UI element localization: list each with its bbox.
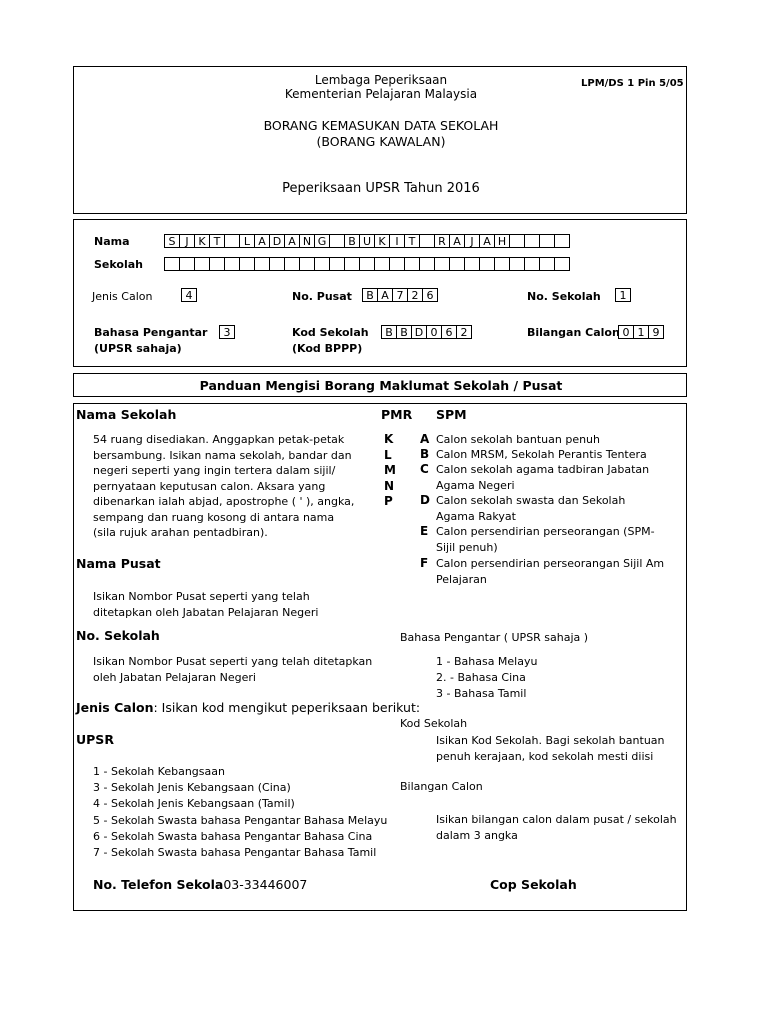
kod-sekolah-cell: 2 xyxy=(456,325,472,339)
nama-cell xyxy=(509,257,525,271)
nama-cell xyxy=(269,257,285,271)
kod-sekolah-heading: Kod Sekolah xyxy=(400,717,468,730)
pmr-code: M xyxy=(384,463,396,477)
telefon-label: No. Telefon Sekola xyxy=(93,877,224,892)
nama-cell xyxy=(389,257,405,271)
nama-cell xyxy=(239,257,255,271)
spm-description: Agama Rakyat xyxy=(436,509,516,523)
nama-cell xyxy=(284,257,300,271)
no-sekolah-cell: 1 xyxy=(615,288,631,302)
nama-cell: B xyxy=(344,234,360,248)
spm-code: E xyxy=(420,524,429,538)
org-line1: Lembaga Peperiksaan xyxy=(314,73,448,87)
nama-cell xyxy=(209,257,225,271)
upsr-item: 4 - Sekolah Jenis Kebangsaan (Tamil) xyxy=(93,797,295,811)
kod-sekolah-cell: 6 xyxy=(441,325,457,339)
no-sekolah-label: No. Sekolah xyxy=(527,290,601,303)
spm-heading: SPM xyxy=(436,407,467,422)
nama-cell xyxy=(359,257,375,271)
nama-cell xyxy=(224,257,240,271)
kod-sekolah-sub: (Kod BPPP) xyxy=(292,342,363,355)
nama-cell: S xyxy=(164,234,180,248)
upsr-item: 1 - Sekolah Kebangsaan xyxy=(93,765,225,778)
pmr-code: K xyxy=(384,432,394,446)
spm-description: Calon sekolah swasta dan Sekolah xyxy=(436,494,626,507)
form-subtitle: (BORANG KAWALAN) xyxy=(316,134,446,149)
kod-sekolah-cell: B xyxy=(396,325,412,339)
bahasa-cell: 3 xyxy=(219,325,235,339)
nama-cell: D xyxy=(269,234,285,248)
bilangan-cell: 0 xyxy=(618,325,634,339)
nama-cell: U xyxy=(359,234,375,248)
guide-title: Panduan Mengisi Borang Maklumat Sekolah / Pusat xyxy=(199,378,563,393)
spm-code: B xyxy=(420,447,430,461)
bilangan-label: Bilangan Calon xyxy=(527,326,620,339)
upsr-item: 7 - Sekolah Swasta bahasa Pengantar Bahasa Tamil xyxy=(93,846,377,859)
text-line: pernyataan keputusan calon. Aksara yang xyxy=(93,479,326,493)
form-box xyxy=(73,219,687,367)
nama-cell xyxy=(509,234,525,248)
spm-code: F xyxy=(420,556,429,570)
upsr-item: 5 - Sekolah Swasta bahasa Pengantar Bahasa Melayu xyxy=(93,813,388,827)
nama-cell xyxy=(554,257,570,271)
text-line: penuh kerajaan, kod sekolah mesti diisi xyxy=(436,749,654,763)
nama-cell xyxy=(164,257,180,271)
text-line: dalam 3 angka xyxy=(436,829,518,842)
spm-description: Calon persendirian perseorangan Sijil Am xyxy=(436,557,665,570)
nama-sekolah-row1[interactable] xyxy=(164,234,570,248)
nama-cell: T xyxy=(209,234,225,248)
no-sekolah-field[interactable] xyxy=(615,288,631,302)
spm-description: Calon sekolah bantuan penuh xyxy=(436,433,601,446)
text-line: Isikan Kod Sekolah. Bagi sekolah bantuan xyxy=(436,734,665,747)
no-pusat-label: No. Pusat xyxy=(292,290,352,303)
bahasa-sub: (UPSR sahaja) xyxy=(94,342,182,355)
no-pusat-cell: 2 xyxy=(407,288,423,302)
nama-cell xyxy=(434,257,450,271)
nama-cell: G xyxy=(314,234,330,248)
text-line: 54 ruang disediakan. Anggapkan petak-petak xyxy=(93,433,345,446)
upsr-heading: UPSR xyxy=(76,732,114,747)
nama-cell xyxy=(419,234,435,248)
nama-cell xyxy=(329,234,345,248)
nama-cell xyxy=(314,257,330,271)
text-line: oleh Jabatan Pelajaran Negeri xyxy=(93,670,256,684)
spm-description: Calon sekolah agama tadbiran Jabatan xyxy=(436,463,650,476)
header-box xyxy=(73,66,687,214)
jenis-calon-text: : Isikan kod mengikut peperiksaan berikut: xyxy=(153,700,421,715)
upsr-item: 3 - Sekolah Jenis Kebangsaan (Cina) xyxy=(93,781,291,795)
pmr-code: N xyxy=(384,478,395,493)
bilangan-cell: 9 xyxy=(648,325,664,339)
exam-title: Peperiksaan UPSR Tahun 2016 xyxy=(282,181,480,196)
bahasa-field[interactable] xyxy=(219,325,235,339)
bahasa-label: Bahasa Pengantar xyxy=(94,326,208,339)
form-title: BORANG KEMASUKAN DATA SEKOLAH xyxy=(263,118,499,133)
nama-cell: L xyxy=(239,234,255,248)
nama-cell xyxy=(539,234,555,248)
guide-title-box xyxy=(73,373,687,397)
nama-cell: I xyxy=(389,234,405,248)
nama-cell xyxy=(524,257,540,271)
bahasa-item: 1 - Bahasa Melayu xyxy=(436,655,538,668)
no-pusat-field[interactable] xyxy=(362,288,438,302)
nama-cell: T xyxy=(404,234,420,248)
nama-cell: K xyxy=(374,234,390,248)
nama-cell xyxy=(524,234,540,248)
spm-description: Sijil penuh) xyxy=(436,540,498,554)
nama-label: Nama xyxy=(94,235,130,248)
nama-sekolah-row2[interactable] xyxy=(164,257,570,271)
text-line: sempang dan ruang kosong di antara nama xyxy=(93,510,335,524)
text-line: (sila rujuk arahan pentadbiran). xyxy=(93,526,268,539)
nama-cell xyxy=(194,257,210,271)
pmr-heading: PMR xyxy=(381,407,413,422)
bilangan-field[interactable] xyxy=(618,325,664,339)
nama-cell xyxy=(479,257,495,271)
bilangan-heading: Bilangan Calon xyxy=(400,780,483,793)
nama-cell xyxy=(404,257,420,271)
text-line: dibenarkan ialah abjad, apostrophe ( ' ), angka, xyxy=(93,495,355,508)
nama-cell xyxy=(494,257,510,271)
nama-cell xyxy=(374,257,390,271)
nama-sekolah-heading: Nama Sekolah xyxy=(76,407,177,422)
jenis-calon-label: Jenis Calon xyxy=(92,290,153,303)
text-line: Isikan bilangan calon dalam pusat / sekolah xyxy=(436,813,677,826)
bahasa-item: 3 - Bahasa Tamil xyxy=(436,687,527,700)
jenis-calon-heading: Jenis Calon xyxy=(76,700,154,715)
sekolah-label: Sekolah xyxy=(94,258,143,271)
nama-cell: N xyxy=(299,234,315,248)
nama-pusat-heading: Nama Pusat xyxy=(76,556,161,571)
nama-cell xyxy=(539,257,555,271)
no-pusat-cell: B xyxy=(362,288,378,302)
kod-sekolah-field[interactable] xyxy=(381,325,472,339)
spm-description: Calon persendirian perseorangan (SPM- xyxy=(436,525,655,538)
nama-cell xyxy=(554,234,570,248)
nama-cell: R xyxy=(434,234,450,248)
org-line2: Kementerian Pelajaran Malaysia xyxy=(284,87,478,101)
nama-cell: H xyxy=(494,234,510,248)
text-line: Isikan Nombor Pusat seperti yang telah xyxy=(93,590,310,603)
nama-cell xyxy=(449,257,465,271)
nama-cell xyxy=(299,257,315,271)
jenis-calon-field[interactable] xyxy=(181,288,197,302)
text-line: ditetapkan oleh Jabatan Pelajaran Negeri xyxy=(93,606,319,619)
jenis-calon-line xyxy=(76,700,420,715)
no-pusat-cell: 7 xyxy=(392,288,408,302)
spm-code: D xyxy=(420,493,430,507)
pmr-code: P xyxy=(384,494,393,508)
text-line: Isikan Nombor Pusat seperti yang telah ditetapkan xyxy=(93,655,373,668)
no-pusat-cell: 6 xyxy=(422,288,438,302)
nama-cell: A xyxy=(449,234,465,248)
no-sekolah-heading: No. Sekolah xyxy=(76,628,160,643)
nama-cell xyxy=(224,234,240,248)
nama-cell xyxy=(254,257,270,271)
nama-cell: A xyxy=(479,234,495,248)
spm-description: Pelajaran xyxy=(436,572,487,586)
telefon-line xyxy=(93,877,307,892)
nama-cell: J xyxy=(179,234,195,248)
text-line: bersambung. Isikan nama sekolah, bandar dan xyxy=(93,448,352,462)
nama-cell xyxy=(179,257,195,271)
nama-cell: J xyxy=(464,234,480,248)
spm-description: Calon MRSM, Sekolah Perantis Tentera xyxy=(436,448,647,461)
text-line: negeri seperti yang ingin tertera dalam sijil/ xyxy=(93,464,336,477)
kod-sekolah-cell: D xyxy=(411,325,427,339)
bahasa-heading: Bahasa Pengantar ( UPSR sahaja ) xyxy=(400,631,589,644)
nama-cell: A xyxy=(284,234,300,248)
pmr-code: L xyxy=(384,447,392,462)
form-code: LPM/DS 1 Pin 5/05 xyxy=(581,78,684,89)
bilangan-cell: 1 xyxy=(633,325,649,339)
nama-cell xyxy=(329,257,345,271)
nama-cell: A xyxy=(254,234,270,248)
jenis-calon-cell: 4 xyxy=(181,288,197,302)
bahasa-item: 2. - Bahasa Cina xyxy=(436,671,526,684)
nama-cell xyxy=(344,257,360,271)
kod-sekolah-label: Kod Sekolah xyxy=(292,326,369,339)
nama-cell: K xyxy=(194,234,210,248)
spm-code: A xyxy=(420,432,430,446)
kod-sekolah-cell: B xyxy=(381,325,397,339)
spm-description: Agama Negeri xyxy=(436,478,515,492)
cop-sekolah-label: Cop Sekolah xyxy=(490,877,577,892)
upsr-item: 6 - Sekolah Swasta bahasa Pengantar Bahasa Cina xyxy=(93,829,373,843)
spm-code: C xyxy=(420,462,429,476)
no-pusat-cell: A xyxy=(377,288,393,302)
telefon-value: 03-33446007 xyxy=(223,877,308,892)
nama-cell xyxy=(464,257,480,271)
kod-sekolah-cell: 0 xyxy=(426,325,442,339)
nama-cell xyxy=(419,257,435,271)
